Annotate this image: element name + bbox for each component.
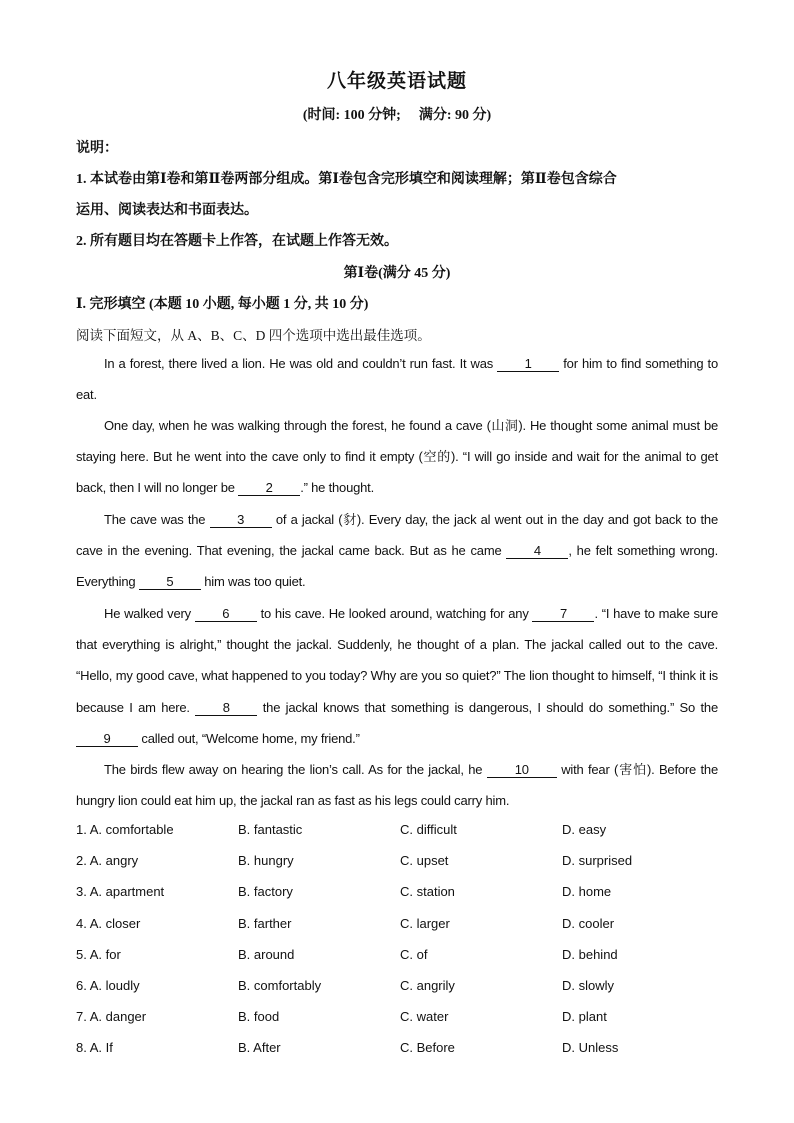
blank-6: 6 bbox=[195, 607, 257, 622]
blank-5: 5 bbox=[139, 575, 201, 590]
options-row-5 bbox=[76, 947, 736, 978]
blank-8: 8 bbox=[195, 701, 257, 716]
passage-paragraph-2: One day, when he was walking through the forest, he found a cave (山洞). He thought some animal must be staying here. But he went into the cave only to find it empty (空的). “I will go inside and wait for the animal to get back, then I will no longer be 2 .” he thought. bbox=[76, 418, 718, 496]
option-d: D. slowly bbox=[562, 977, 615, 993]
option-b: B. factory bbox=[238, 884, 293, 900]
options-row-4 bbox=[76, 916, 736, 947]
option-d: D. cooler bbox=[562, 915, 615, 931]
option-a: 5. A. for bbox=[76, 946, 121, 962]
exam-info bbox=[0, 104, 794, 124]
option-a: 4. A. closer bbox=[76, 915, 141, 931]
option-a: 6. A. loudly bbox=[76, 977, 140, 993]
note-1-line-1: 1. 本试卷由第Ⅰ卷和第Ⅱ卷两部分组成。第Ⅰ卷包含完形填空和阅读理解；第Ⅱ卷包含综合 bbox=[76, 172, 617, 187]
blank-3: 3 bbox=[210, 513, 272, 528]
option-b: B. After bbox=[238, 1040, 281, 1056]
option-b: B. around bbox=[238, 946, 295, 962]
options-row-6 bbox=[76, 978, 736, 1009]
blank-2: 2 bbox=[238, 481, 300, 496]
option-c: C. Before bbox=[400, 1040, 455, 1056]
option-c: C. water bbox=[400, 1009, 449, 1025]
option-d: D. Unless bbox=[562, 1040, 619, 1056]
option-c: C. of bbox=[400, 946, 428, 962]
option-b: B. fantastic bbox=[238, 822, 303, 837]
note-2: 2. 所有题目均在答题卡上作答，在试题上作答无效。 bbox=[76, 234, 398, 249]
section-instruction: 阅读下面短文，从 A、B、C、D 四个选项中选出最佳选项。 bbox=[76, 328, 431, 343]
option-a: 8. A. If bbox=[76, 1040, 113, 1056]
option-a: 2. A. angry bbox=[76, 853, 139, 869]
option-d: D. plant bbox=[562, 1009, 607, 1025]
option-c: C. upset bbox=[400, 853, 449, 869]
passage-paragraph-3: The cave was the 3 of a jackal (豺). Every day, the jack al went out in the day and got back to the cave in the evening. That evening, the jackal came back. But as he came 4 , he felt something wrong. Everything 5 him was too quiet. bbox=[76, 512, 718, 590]
blank-10: 10 bbox=[487, 763, 557, 778]
section-title: Ⅰ. 完形填空 (本题 10 小题, 每小题 1 分, 共 10 分) bbox=[76, 297, 369, 312]
option-d: D. easy bbox=[562, 822, 607, 837]
passage-paragraph-4: He walked very 6 to his cave. He looked around, watching for any 7 . “I have to make sure that everything is alright,” thought the jackal. Suddenly, he thought of a plan. The jackal called out to the cave. “Hello, my good cave, what happened to you today? Why are you so quiet?” The lion thought to himself, “I think it is because I am here. 8 the jackal knows that something is dangerous, I should do something.” So the 9 called out, “Welcome home, my friend.” bbox=[76, 606, 718, 746]
option-c: C. station bbox=[400, 884, 455, 900]
option-a: 7. A. danger bbox=[76, 1009, 147, 1025]
option-d: D. home bbox=[562, 884, 612, 900]
options-row-7 bbox=[76, 1009, 736, 1040]
note-1-line-2: 运用、阅读表达和书面表达。 bbox=[76, 203, 258, 218]
passage-paragraph-1: In a forest, there lived a lion. He was old and couldn’t run fast. It was 1 for him to find something to eat. bbox=[76, 356, 718, 403]
option-b: B. comfortably bbox=[238, 977, 322, 993]
blank-4: 4 bbox=[506, 544, 568, 559]
notes-label: 说明： bbox=[76, 141, 118, 156]
blank-9: 9 bbox=[76, 732, 138, 747]
page-title: 八年级英语试题 bbox=[326, 71, 467, 92]
option-b: B. food bbox=[238, 1009, 280, 1025]
option-d: D. surprised bbox=[562, 853, 633, 869]
option-a: 1. A. comfortable bbox=[76, 822, 174, 837]
option-c: C. larger bbox=[400, 915, 450, 931]
options-table bbox=[76, 822, 736, 1072]
option-a: 3. A. apartment bbox=[76, 884, 165, 900]
options-row-2 bbox=[76, 853, 736, 884]
full-score: 满分: 90 分) bbox=[418, 108, 492, 123]
option-d: D. behind bbox=[562, 946, 618, 962]
options-row-1 bbox=[76, 822, 736, 853]
option-b: B. hungry bbox=[238, 853, 294, 869]
blank-1: 1 bbox=[497, 357, 559, 372]
part-title: 第Ⅰ卷(满分 45 分) bbox=[343, 266, 451, 281]
passage-paragraph-5: The birds flew away on hearing the lion’s call. As for the jackal, he 10 with fear (害怕). Before the hungry lion could eat him up, the jackal ran as fast as his legs could carry him. bbox=[76, 762, 718, 809]
option-c: C. angrily bbox=[400, 977, 455, 993]
blank-7: 7 bbox=[532, 607, 594, 622]
option-c: C. difficult bbox=[400, 822, 457, 837]
options-row-3 bbox=[76, 884, 736, 915]
options-row-8 bbox=[76, 1040, 736, 1071]
time-limit: (时间: 100 分钟; bbox=[302, 108, 401, 123]
option-b: B. farther bbox=[238, 915, 292, 931]
